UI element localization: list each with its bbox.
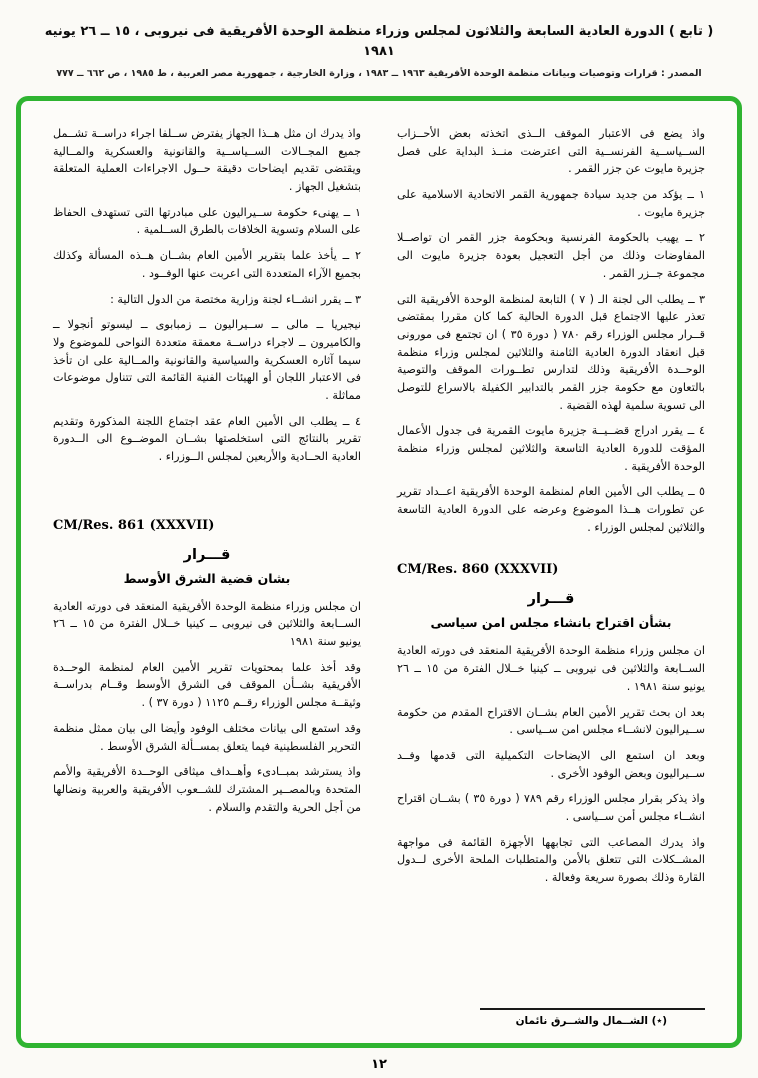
numbered-clause: ٤ ــ يطلب الى الأمين العام عقد اجتماع اللجنة المذكورة وتقديم تقرير بالنتائج التى استخلصتها بشــان الموضــوع الى الــدورة العادية الحــادية والأربعين لمجلس الــوزراء .: [53, 414, 361, 463]
page-header: [0, 0, 758, 79]
clause-paragraph: ان مجلس وزراء منظمة الوحدة الأفريقية المنعقد فى دورته العادية الســابعة والثلاثين فى نيروبى ــ كينيا خــلال الفترة من ١٥ ــ ٢٦ يونيو سنة ١٩٨١ .: [397, 644, 705, 693]
footnote-text: (٭) الشــمال والشــرق نائمان: [515, 1015, 667, 1027]
clause-paragraph: وقد استمع الى بيانات مختلف الوفود وأيضا الى بيان ممثل منظمة التحرير الفلسطينية فيما يتعلق بمســألة الشرق الأوسط .: [53, 721, 361, 753]
clause-paragraph: وبعد ان استمع الى الايضاحات التكميلية التى قدمها وفــد ســيراليون وبعض الوفود الأخرى .: [397, 748, 705, 780]
resolution-title: قـــرار: [183, 546, 231, 563]
left-column: [53, 125, 361, 1027]
numbered-clause: ٢ ــ يأخذ علما بتقرير الأمين العام بشــان هــذه المسألة وكذلك بجميع الآراء المتعددة التى اعربت عنها الوفــود .: [53, 249, 361, 280]
session-title: ( تابع ) الدورة العادية السابعة والثلاثون لمجلس وزراء منظمة الوحدة الأفريقية فى نيروبى ، ١٥ ــ ٢٦ يونيه ١٩٨١: [44, 24, 714, 59]
numbered-clause: ١ ــ يؤكد من جديد سيادة جمهورية القمر الاتحادية الاسلامية على جزيرة مايوت .: [397, 188, 705, 219]
clause-paragraph: وقد أخذ علما بمحتويات تقرير الأمين العام لمنظمة الوحــدة الأفريقية بشــأن الموقف فى الشرق الأوسط وقــام بدراســة وثيقــة مجلس الوزراء رقــم ١١٢٥ ( دورة ٣٧ ) .: [53, 660, 361, 710]
footnote: [397, 998, 705, 1027]
clause-paragraph: نيجيريا ــ مالى ــ ســيراليون ــ زمبابوى ــ ليسوتو أنجولا ــ والكاميرون ــ لاجراء دراســة معمقة متعددة النواحى للموضوع ولا سيما آثاره العسكرية والسياسية والقانونية والمــالية على ان تأخذ فى الاعتبار اللجان أو الهيئات الفنية القائمة التى تتناول موضوعات مماثلة .: [53, 318, 361, 402]
numbered-clause: ٤ ــ يقرر ادراج قضــيــة جزيرة مايوت القمرية فى جدول الأعمال المؤقت للدورة العادية التاسعة والثلاثين لمجلس وزراء منظمة الوحدة الأفريقية .: [397, 424, 705, 473]
resolution-subject: بشأن اقتراح بانشاء مجلس امن سياسى: [430, 615, 672, 631]
numbered-clause: ٢ ــ يهيب بالحكومة الفرنسية وبحكومة جزر القمر ان تواصــلا المفاوضات وذلك من أجل التعجيل بعودة جزيرة مايوت الى مجموعة جــزر القمر .: [397, 231, 705, 280]
clause-paragraph: ان مجلس وزراء منظمة الوحدة الأفريقية المنعقد فى دورته العادية الســابعة والثلاثين فى نيروبى ــ كينيا خــلال الفترة من ١٥ ــ ٢٦ يونيو سنة ١٩٨١: [53, 599, 361, 649]
numbered-clause: ٥ ــ يطلب الى الأمين العام لمنظمة الوحدة الأفريقية اعــداد تقرير عن تطورات هــذا الموضوع وعرضه على الدورة العادية التاسعة والثلاثين لمجلس الوزراء .: [397, 485, 705, 534]
resolution-number: CM/Res. 860 (XXXVII): [397, 562, 559, 578]
clause-paragraph: واذ يضع فى الاعتبار الموقف الــذى اتخذته بعض الأحــزاب الســياســية الفرنســية التى اعترضت منــذ البداية على فصل جزيرة مايوت عن جزر القمر .: [397, 127, 705, 176]
clause-paragraph: واذ يسترشد بمبــادىء وأهــداف ميثاقى الوحــدة الأفريقية والأمم المتحدة وبالمصــير المشترك للشــعوب الأفريقية والعربية ونضالها من أجل الحرية والتقدم والسلام .: [53, 765, 361, 814]
clause-paragraph: واذ يذكر بقرار مجلس الوزراء رقم ٧٨٩ ( دورة ٣٥ ) بشــان اقتراح انشــاء مجلس أمن ســياسى .: [397, 792, 705, 823]
resolution-title: قـــرار: [527, 591, 575, 608]
clause-paragraph: بعد ان بحث تقرير الأمين العام بشــان الاقتراح المقدم من حكومة ســيراليون لانشــاء مجلس امن ســياسى .: [397, 705, 705, 737]
numbered-clause: ٣ ــ يقرر انشــاء لجنة وزارية مختصة من الدول التالية :: [110, 292, 361, 306]
resolution-number: CM/Res. 861 (XXXVII): [53, 517, 215, 533]
clause-paragraph: واذ يدرك المصاعب التى تجابهها الأجهزة القائمة فى مواجهة المشــكلات التى تتعلق بالأمن والمتطلبات الملحة الأخرى لــدول القارة وذلك بصورة سريعة وفعالة .: [397, 835, 705, 884]
clause-paragraph: واذ يدرك ان مثل هــذا الجهاز يفترض ســلفا اجراء دراســة تشــمل جميع المجــالات الســياســية والقانونية والعسكرية والمــالية ويقتضى تقديم ايضاحات دقيقة حــول الاجراءات العملية المتعلقة بتشغيل الجهاز .: [53, 127, 361, 194]
source-line: المصدر : قرارات وتوصيات وبيانات منظمة الوحدة الأفريقية ١٩٦٣ ــ ١٩٨٣ ، وزارة الخارجية ، جمهورية مصر العربية ، ط ١٩٨٥ ، ص ٦٦٢ ــ ٧٧٧: [56, 68, 702, 79]
numbered-clause: ٣ ــ يطلب الى لجنة الـ ( ٧ ) التابعة لمنظمة الوحدة الأفريقية التى تعذر عليها الاجتماع قبل الدورة الحالية كما كان مقررا بمقتضى قــرار مجلس الوزراء رقم ٧٨٠ ( دورة ٣٥ ) ان تجتمع فى مورونى قبل انعقاد الدورة العادية الثامنة والثلاثين لمجلس وزراء منظمة الوحــدة الأفريقية وذلك لتدارس تطــورات الموقف والتوصية بالتعاون مع حكومة جزر القمر بالتدابير الكفيلة بالاسراع للتوصل الى تسوية سلمية لهذه القضية .: [397, 292, 705, 412]
two-column-layout: [53, 125, 705, 1027]
document-frame: [16, 96, 742, 1048]
resolution-subject: بشان قضية الشرق الأوسط: [123, 570, 291, 586]
right-column: [397, 125, 705, 1027]
numbered-clause: ١ ــ يهنىء حكومة ســيراليون على مبادرتها التى تستهدف الحفاظ على السلام وتسوية الخلافات بالطرق الســلمية .: [53, 205, 361, 237]
page-number: ١٢: [371, 1057, 387, 1072]
